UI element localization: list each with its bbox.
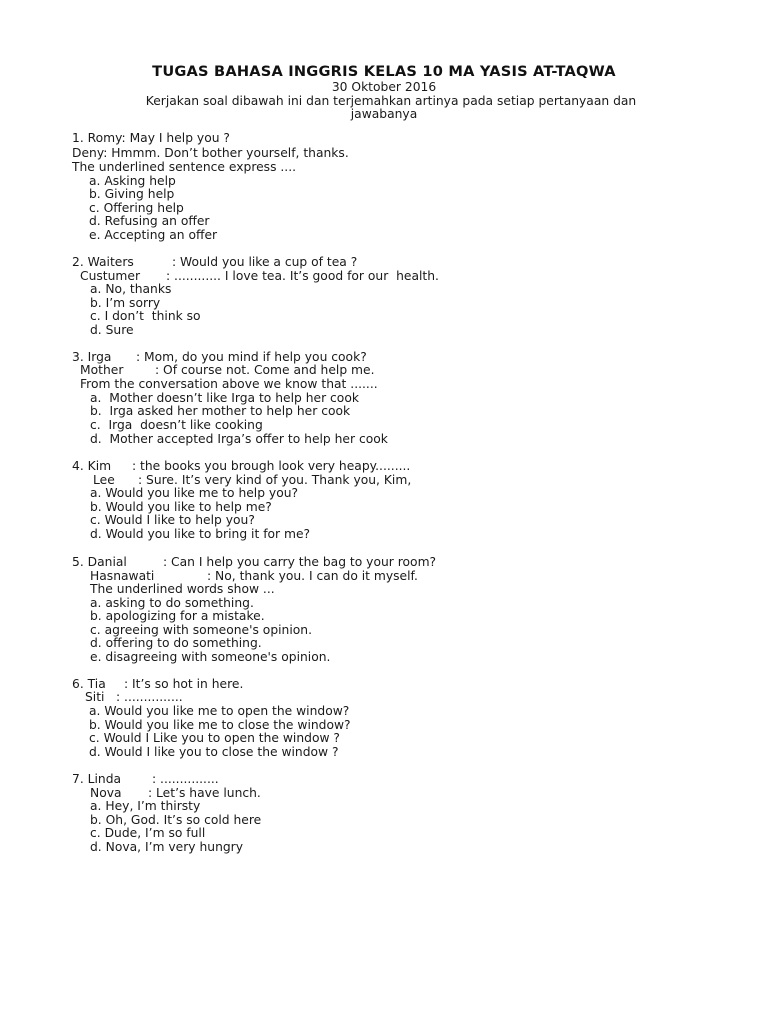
speaker-text: : No, thank you. I can do it myself. <box>207 569 418 583</box>
speaker-text: : ............ I love tea. It’s good for our health. <box>166 269 439 283</box>
instruction-cont: jawabanya <box>350 107 418 121</box>
speaker-name: 4. Kim <box>72 459 112 473</box>
option: d. Would you like to bring it for me? <box>90 527 311 541</box>
option: c. Dude, I’m so full <box>90 826 206 840</box>
speaker-name: 5. Danial <box>72 555 127 569</box>
speaker-name: 7. Linda <box>72 772 122 786</box>
option: a. Would you like me to help you? <box>90 486 299 500</box>
option: d. offering to do something. <box>90 636 262 650</box>
option: c. Would I like to help you? <box>90 513 255 527</box>
speaker-name: 3. Irga <box>72 350 112 364</box>
option: d. Nova, I’m very hungry <box>90 840 244 854</box>
option: a. asking to do something. <box>90 596 254 610</box>
option: a. Mother doesn’t like Irga to help her cook <box>90 391 359 405</box>
speaker-text: : Of course not. Come and help me. <box>155 363 375 377</box>
speaker-name: Hasnawati <box>90 569 155 583</box>
option: c. I don’t think so <box>90 309 201 323</box>
speaker-name: 6. Tia <box>72 677 106 691</box>
speaker-name: Mother <box>80 363 124 377</box>
option: c. Irga doesn’t like cooking <box>90 418 263 432</box>
option: b. Would you like to help me? <box>90 500 272 514</box>
option: b. Oh, God. It’s so cold here <box>90 813 262 827</box>
option: d. Mother accepted Irga’s offer to help her cook <box>90 432 388 446</box>
option: e. Accepting an offer <box>89 228 218 242</box>
option: a. Asking help <box>89 174 176 188</box>
option: d. Refusing an offer <box>89 214 210 228</box>
speaker-name: 2. Waiters <box>72 255 134 269</box>
speaker-name: Siti <box>85 690 105 704</box>
speaker-name: Lee <box>93 473 115 487</box>
option: b. Would you like me to close the window? <box>89 718 351 732</box>
option: b. Irga asked her mother to help her cook <box>90 404 351 418</box>
option: c. agreeing with someone's opinion. <box>90 623 312 637</box>
date: 30 Oktober 2016 <box>331 80 437 94</box>
speaker-text: : Mom, do you mind if help you cook? <box>136 350 367 364</box>
option: b. Giving help <box>89 187 175 201</box>
speaker-text: : Would you like a cup of tea ? <box>172 255 358 269</box>
speaker-text: : Let’s have lunch. <box>148 786 261 800</box>
speaker-text: : Sure. It’s very kind of you. Thank you, Kim, <box>138 473 412 487</box>
option: e. disagreeing with someone's opinion. <box>90 650 331 664</box>
speaker-text: : ............... <box>116 690 183 704</box>
option: c. Would I Like you to open the window ? <box>89 731 340 745</box>
question-prompt: The underlined sentence express .... <box>72 160 297 174</box>
page-title: TUGAS BAHASA INGGRIS KELAS 10 MA YASIS AT-TAQWA <box>152 63 616 80</box>
option: a. No, thanks <box>90 282 172 296</box>
option: d. Would I like you to close the window ? <box>89 745 339 759</box>
instruction: Kerjakan soal dibawah ini dan terjemahkan artinya pada setiap pertanyaan dan <box>145 94 637 108</box>
speaker-text: : the books you brough look very heapy......... <box>132 459 411 473</box>
question-prompt: From the conversation above we know that ....... <box>80 377 378 391</box>
option: a. Hey, I’m thirsty <box>90 799 201 813</box>
speaker-name: Custumer <box>80 269 141 283</box>
speaker-name: Nova <box>90 786 122 800</box>
option: a. Would you like me to open the window? <box>89 704 350 718</box>
speaker-text: : It’s so hot in here. <box>124 677 244 691</box>
speaker-text: : Can I help you carry the bag to your room? <box>163 555 437 569</box>
question-text: Deny: Hmmm. Don’t bother yourself, thanks. <box>72 146 349 160</box>
option: b. apologizing for a mistake. <box>90 609 265 623</box>
question-text: 1. Romy: May I help you ? <box>72 131 230 145</box>
option: c. Offering help <box>89 201 184 215</box>
option: b. I’m sorry <box>90 296 161 310</box>
question-prompt: The underlined words show ... <box>90 582 275 596</box>
option: d. Sure <box>90 323 134 337</box>
speaker-text: : ............... <box>152 772 219 786</box>
